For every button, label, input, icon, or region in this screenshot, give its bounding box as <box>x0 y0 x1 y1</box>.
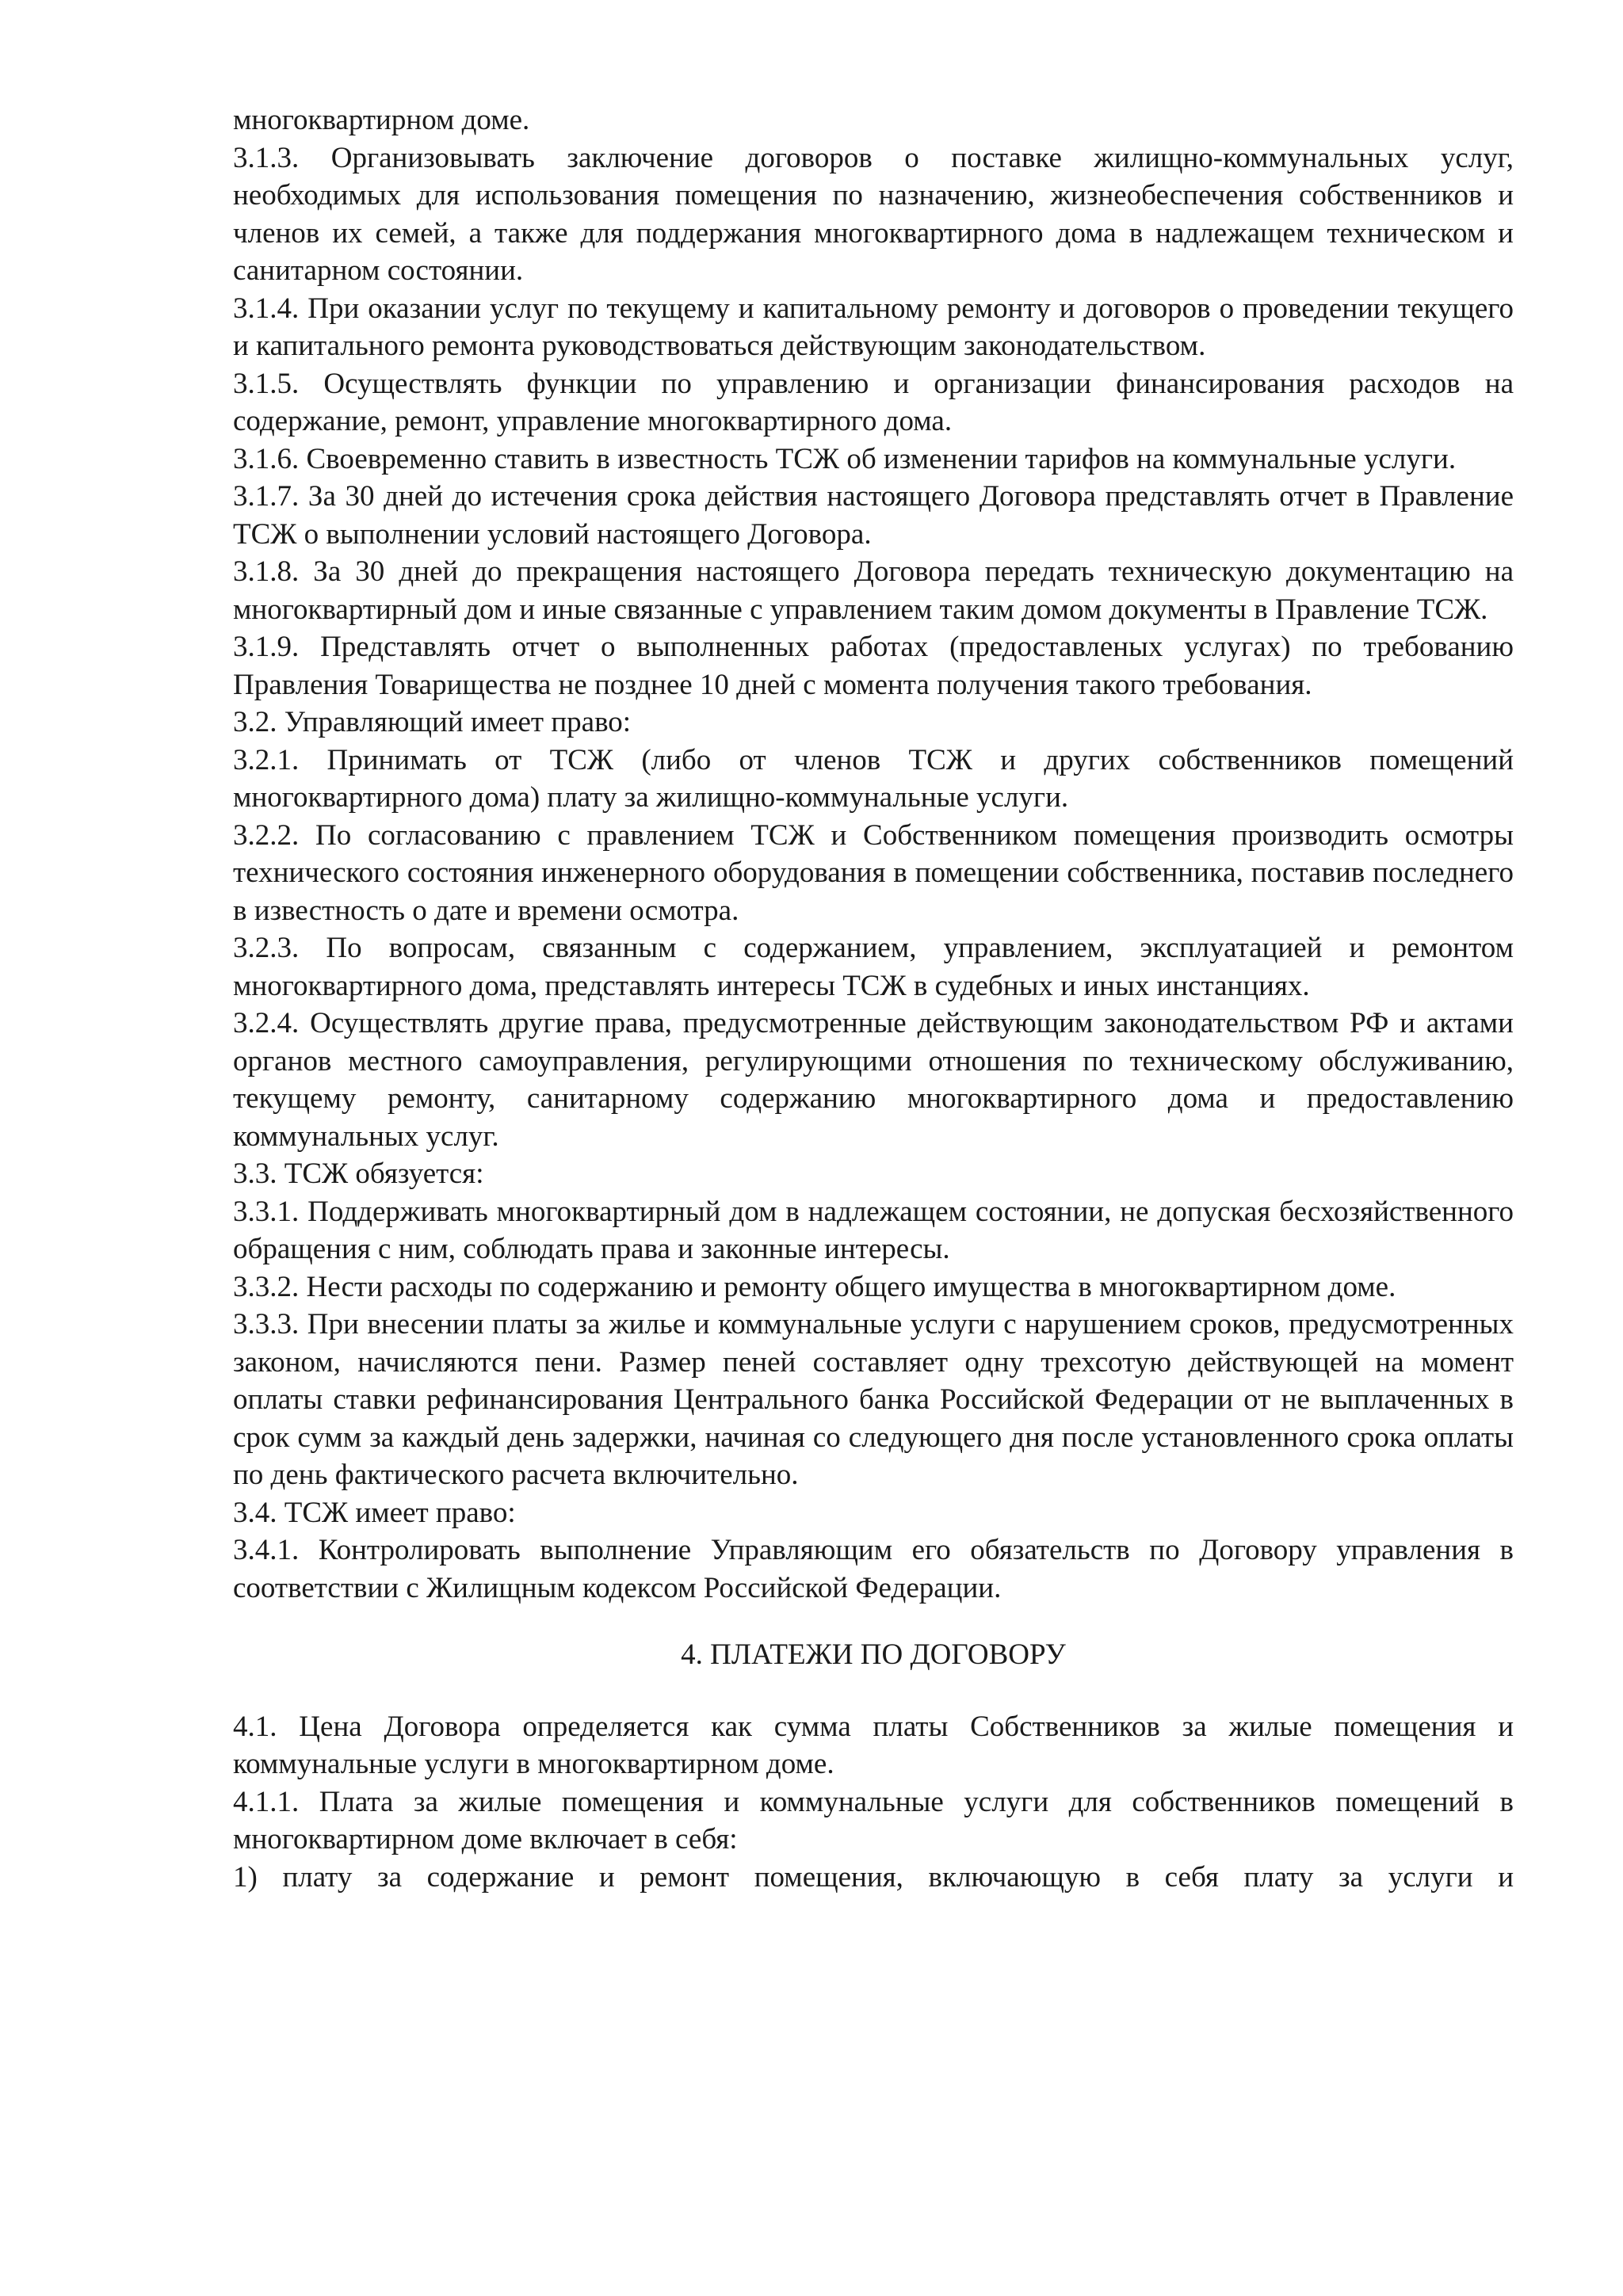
paragraph: многоквартирном доме. <box>233 104 530 136</box>
paragraph-4-1-1: 4.1.1. Плата за жилые помещения и коммунальные услуги для собственников помещений в многоквартирном доме включает в себя: <box>233 1785 1514 1855</box>
paragraph-list-item-1: 1) плату за содержание и ремонт помещения, включающую в себя плату за услуги и <box>233 1860 1514 1894</box>
paragraph-3-1-6: 3.1.6. Своевременно ставить в известность ТСЖ об изменении тарифов на коммунальные услуги. <box>233 442 1457 475</box>
paragraph-3-4: 3.4. ТСЖ имеет право: <box>233 1496 516 1529</box>
paragraph-3-1-3: 3.1.3. Организовывать заключение договоров о поставке жилищно-коммунальных услуг, необходимых для использования помещения по назначению, жизнеобеспечения собственников и членов их семей, а также для поддержания многоквартирного дома в надлежащем техническом и санитарном состоянии. <box>233 141 1514 287</box>
paragraph-3-2-3: 3.2.3. По вопросам, связанным с содержанием, управлением, эксплуатацией и ремонтом многоквартирного дома, представлять интересы ТСЖ в судебных и иных инстанциях. <box>233 932 1514 1002</box>
paragraph-3-1-4: 3.1.4. При оказании услуг по текущему и капитальному ремонту и договоров о проведении текущего и капитального ремонта руководствоваться действующим законодательством. <box>233 292 1514 362</box>
paragraph-4-1: 4.1. Цена Договора определяется как сумма платы Собственников за жилые помещения и коммунальные услуги в многоквартирном доме. <box>233 1710 1514 1780</box>
paragraph-3-2: 3.2. Управляющий имеет право: <box>233 706 632 738</box>
paragraph-3-3-1: 3.3.1. Поддерживать многоквартирный дом в надлежащем состоянии, не допуская бесхозяйственного обращения с ним, соблюдать права и законные интересы. <box>233 1195 1514 1265</box>
paragraph-3-2-2: 3.2.2. По согласованию с правлением ТСЖ и Собственником помещения производить осмотры технического состояния инженерного оборудования в помещении собственника, поставив последнего в известность о дате и времени осмотра. <box>233 818 1514 927</box>
paragraph-3-1-9: 3.1.9. Представлять отчет о выполненных работах (предоставленых услугах) по требованию Правления Товарищества не позднее 10 дней с момента получения такого требования. <box>233 631 1514 701</box>
paragraph-3-1-5: 3.1.5. Осуществлять функции по управлению и организации финансирования расходов на содержание, ремонт, управление многоквартирного дома. <box>233 367 1514 437</box>
document-body <box>233 101 1514 1896</box>
paragraph-3-3: 3.3. ТСЖ обязуется: <box>233 1158 484 1190</box>
section-heading: 4. ПЛАТЕЖИ ПО ДОГОВОРУ <box>681 1638 1066 1671</box>
paragraph-3-1-7: 3.1.7. За 30 дней до истечения срока действия настоящего Договора представлять отчет в Правление ТСЖ о выполнении условий настоящего Договора. <box>233 480 1514 551</box>
paragraph-3-2-4: 3.2.4. Осуществлять другие права, предусмотренные действующим законодательством РФ и актами органов местного самоуправления, регулирующими отношения по техническому обслуживанию, текущему ремонту, санитарному содержанию многоквартирного дома и предоставлению коммунальных услуг. <box>233 1007 1514 1153</box>
paragraph-3-3-2: 3.3.2. Нести расходы по содержанию и ремонту общего имущества в многоквартирном доме. <box>233 1270 1396 1303</box>
paragraph-3-4-1: 3.4.1. Контролировать выполнение Управляющим его обязательств по Договору управления в соответствии с Жилищным кодексом Российской Федерации. <box>233 1534 1514 1604</box>
paragraph-3-1-8: 3.1.8. За 30 дней до прекращения настоящего Договора передать техническую документацию на многоквартирный дом и иные связанные с управлением таким домом документы в Правление ТСЖ. <box>233 555 1514 626</box>
paragraph-3-3-3: 3.3.3. При внесении платы за жилье и коммунальные услуги с нарушением сроков, предусмотренных законом, начисляются пени. Размер пеней составляет одну трехсотую действующей на момент оплаты ставки рефинансирования Центрального банка Российской Федерации от не выплаченных в срок сумм за каждый день задержки, начиная со следующего дня после установленного срока оплаты по день фактического расчета включительно. <box>233 1308 1514 1491</box>
paragraph-3-2-1: 3.2.1. Принимать от ТСЖ (либо от членов ТСЖ и других собственников помещений многоквартирного дома) плату за жилищно-коммунальные услуги. <box>233 743 1514 814</box>
